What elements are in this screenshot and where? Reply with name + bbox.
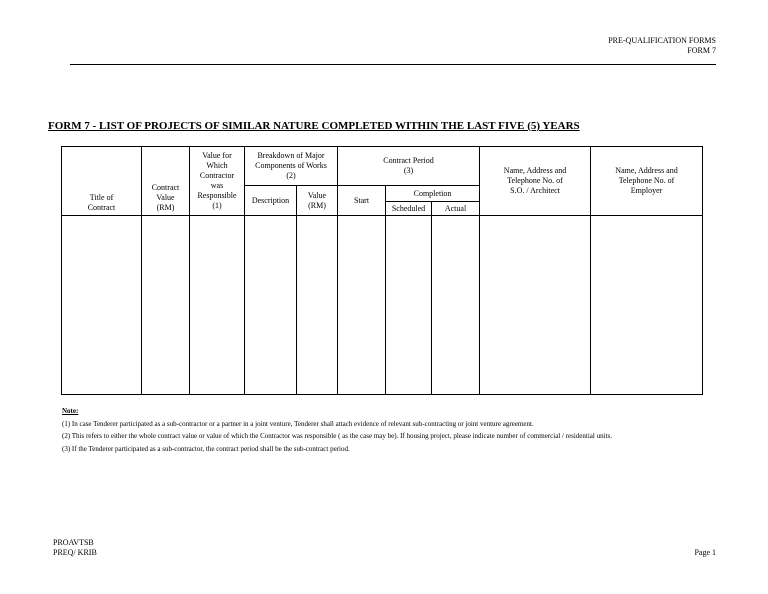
col-scheduled: Scheduled <box>386 202 432 216</box>
footer-code-2: PREQ/ KRIB <box>53 548 97 557</box>
col-so-architect: Name, Address and Telephone No. of S.O. / Architect <box>480 147 591 216</box>
footer-codes <box>53 538 97 558</box>
col-contract-period: Contract Period (3) <box>338 147 480 186</box>
col-actual: Actual <box>432 202 480 216</box>
cell-value-responsible[interactable] <box>190 216 245 395</box>
cell-value-rm[interactable] <box>297 216 338 395</box>
cell-actual[interactable] <box>432 216 480 395</box>
cell-contract-value[interactable] <box>142 216 190 395</box>
col-title-of-contract: Title of Contract <box>62 147 142 216</box>
note-item-3: (3) If the Tenderer participated as a sub-contractor, the contract period shall be the sub-contract period. <box>62 444 350 453</box>
col-completion: Completion <box>386 186 480 202</box>
cell-so-architect[interactable] <box>480 216 591 395</box>
col-start: Start <box>338 186 386 216</box>
col-employer: Name, Address and Telephone No. of Employer <box>591 147 703 216</box>
footer-code-1: PROAVTSB <box>53 538 94 547</box>
table-body-row <box>62 216 703 395</box>
form-title: FORM 7 - LIST OF PROJECTS OF SIMILAR NATURE COMPLETED WITHIN THE LAST FIVE (5) YEARS <box>48 120 580 132</box>
projects-table <box>61 146 703 395</box>
cell-title[interactable] <box>62 216 142 395</box>
header-rule <box>70 64 716 65</box>
col-value-responsible: Value for Which Contractor was Responsible (1) <box>190 147 245 216</box>
cell-description[interactable] <box>245 216 297 395</box>
col-contract-value: Contract Value (RM) <box>142 147 190 216</box>
note-item-2: (2) This refers to either the whole contract value or value of which the Contractor was responsible ( as the case may be). If housing project, please indicate number of commercial / residential units. <box>62 432 612 440</box>
page-number: Page 1 <box>694 548 716 557</box>
page-header <box>608 36 716 56</box>
notes-section <box>62 405 612 455</box>
notes-heading: Note: <box>62 407 79 415</box>
col-value-rm: Value (RM) <box>297 186 338 216</box>
header-form-number: FORM 7 <box>687 46 716 55</box>
cell-scheduled[interactable] <box>386 216 432 395</box>
cell-employer[interactable] <box>591 216 703 395</box>
col-description: Description <box>245 186 297 216</box>
col-breakdown: Breakdown of Major Components of Works (2) <box>245 147 338 186</box>
cell-start[interactable] <box>338 216 386 395</box>
note-item-1: (1) In case Tenderer participated as a sub-contractor or a partner in a joint venture, Tenderer shall attach evidence of relevant sub-contracting or joint venture agreement. <box>62 419 534 428</box>
header-forms-label: PRE-QUALIFICATION FORMS <box>608 36 716 45</box>
